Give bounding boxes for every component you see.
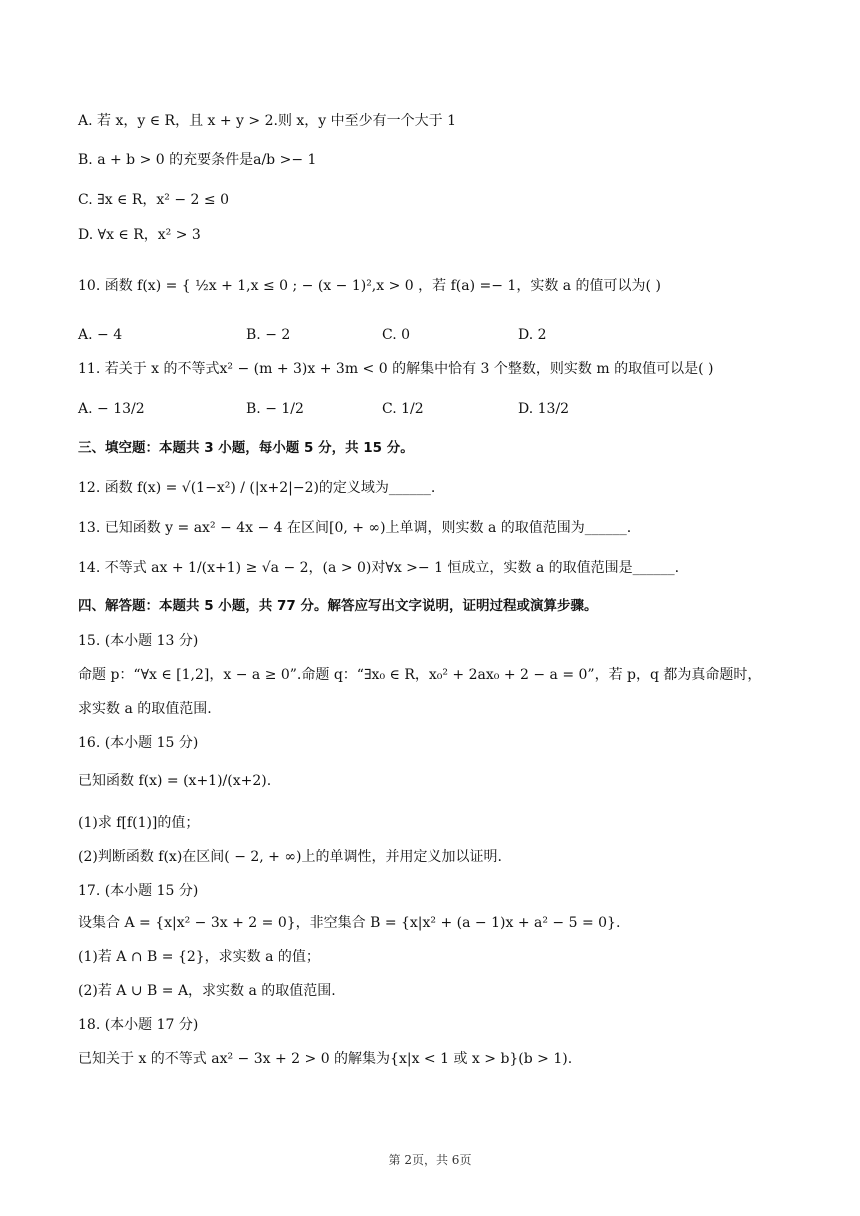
q11-option-d: D. 13/2 [518, 401, 570, 417]
q11-stem: 11. 若关于 x 的不等式x² − (m + 3)x + 3m < 0 的解集中恰有 3 个整数，则实数 m 的取值可以是( ) [78, 361, 714, 377]
q17-title: 17. (本小题 15 分) [78, 883, 199, 899]
q16-body: 已知函数 f(x) = (x+1)/(x+2). [78, 773, 272, 789]
q17-part1: (1)若 A ∩ B = {2}，求实数 a 的值； [78, 949, 320, 965]
q16-title: 16. (本小题 15 分) [78, 735, 199, 751]
q10-option-b: B. − 2 [246, 327, 291, 343]
section-answer-heading: 四、解答题：本题共 5 小题，共 77 分。解答应写出文字说明，证明过程或演算步骤。 [78, 598, 598, 614]
q9-option-c: C. ∃x ∈ R，x² − 2 ≤ 0 [78, 192, 229, 208]
q15-body-line2: 求实数 a 的取值范围. [78, 701, 212, 717]
q18-title: 18. (本小题 17 分) [78, 1017, 199, 1033]
q14: 14. 不等式 ax + 1/(x+1) ≥ √a − 2，(a > 0)对∀x >− 1 恒成立，实数 a 的取值范围是______. [78, 560, 680, 576]
q9-option-d: D. ∀x ∈ R，x² > 3 [78, 227, 201, 243]
q15-body-line1: 命题 p：“∀x ∈ [1,2]，x − a ≥ 0”.命题 q：“∃x₀ ∈ R，x₀² + 2ax₀ + 2 − a = 0”，若 p，q 都为真命题时， [78, 667, 762, 683]
q15-title: 15. (本小题 13 分) [78, 633, 199, 649]
q11-option-b: B. − 1/2 [246, 401, 304, 417]
section-fill-in-heading: 三、填空题：本题共 3 小题，每小题 5 分，共 15 分。 [78, 440, 414, 456]
q9-option-b: B. a + b > 0 的充要条件是a/b >− 1 [78, 152, 317, 168]
q10-option-d: D. 2 [518, 327, 547, 343]
q17-body: 设集合 A = {x|x² − 3x + 2 = 0}，非空集合 B = {x|x² + (a − 1)x + a² − 5 = 0}. [78, 915, 621, 931]
q9-option-a: A. 若 x，y ∈ R，且 x + y > 2.则 x，y 中至少有一个大于 1 [78, 113, 457, 129]
q10-option-c: C. 0 [382, 327, 411, 343]
q11-option-a: A. − 13/2 [78, 401, 145, 417]
q13: 13. 已知函数 y = ax² − 4x − 4 在区间[0, + ∞)上单调，则实数 a 的取值范围为______. [78, 520, 632, 536]
q10-option-a: A. − 4 [78, 327, 123, 343]
page-footer: 第 2页，共 6页 [388, 1153, 472, 1167]
q17-part2: (2)若 A ∪ B = A，求实数 a 的取值范围. [78, 983, 336, 999]
q18-body: 已知关于 x 的不等式 ax² − 3x + 2 > 0 的解集为{x|x < 1 或 x > b}(b > 1). [78, 1051, 573, 1067]
q11-option-c: C. 1/2 [382, 401, 424, 417]
q10-stem: 10. 函数 f(x) = { ½x + 1,x ≤ 0 ; − (x − 1)²,x > 0 ，若 f(a) =− 1，实数 a 的值可以为( ) [78, 278, 661, 294]
q12: 12. 函数 f(x) = √(1−x²) / (|x+2|−2)的定义域为______. [78, 480, 436, 496]
q16-part1: (1)求 f[f(1)]的值； [78, 815, 200, 831]
q16-part2: (2)判断函数 f(x)在区间( − 2, + ∞)上的单调性，并用定义加以证明. [78, 849, 502, 865]
